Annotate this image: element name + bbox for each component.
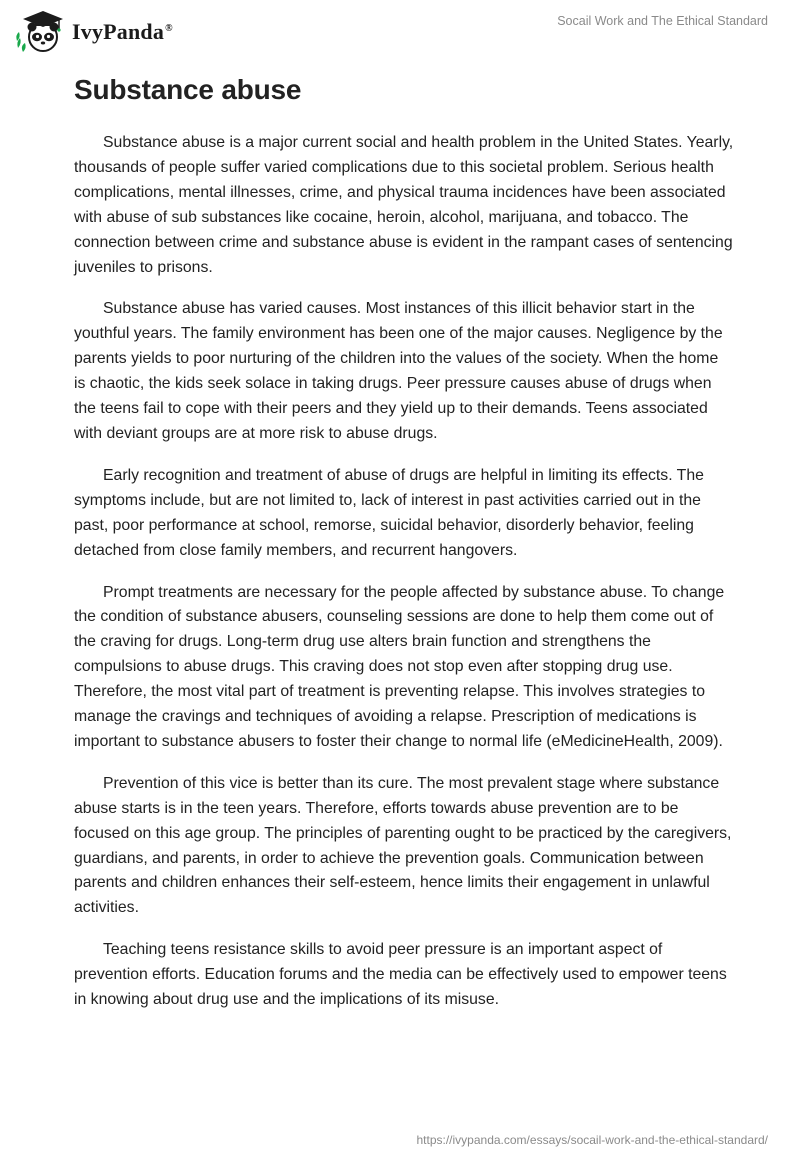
- paragraph-5: Prevention of this vice is better than its cure. The most prevalent stage where substance abuse starts is in the teen years. Therefore, efforts towards abuse prevention are to be focused on this age group. The principles of parenting ought to be practiced by the caregivers, guardians, and parents, in order to achieve the prevention goals. Communication between parents and children enhances their self-esteem, hence limits their engagement in unlawful activities.: [74, 774, 732, 917]
- paragraph-2: Substance abuse has varied causes. Most instances of this illicit behavior start in the youthful years. The family environment has been one of the major causes. Negligence by the parents yields to poor nurturing of the children into the values of the society. When the home is chaotic, the kids seek solace in taking drugs. Peer pressure causes abuse of drugs when the teens fail to cope with their peers and they yield up to their demands. Teens associated with deviant groups are at more risk to abuse drugs.: [74, 300, 723, 442]
- page-header: [0, 0, 800, 70]
- panda-graduation-cap-icon: [14, 8, 66, 54]
- paragraph-4: Prompt treatments are necessary for the people affected by substance abuse. To change the condition of substance abusers, counseling sessions are done to help them come out of the craving for drugs. Long-term drug use alters brain function and strengthens the compulsions to abuse drugs. This craving does not stop even after stopping drug use. Therefore, the most vital part of treatment is preventing relapse. This involves strategies to manage the cravings and techniques of avoiding a relapse. Prescription of medications is important to substance abusers to foster their change to normal life (eMedicineHealth, 2009).: [74, 583, 725, 750]
- paragraph-1: Substance abuse is a major current social and health problem in the United States. Yearly, thousands of people suffer varied complications due to this societal problem. Serious health complications, mental illnesses, crime, and physical trauma incidences have been associated with abuse of sub substances like cocaine, heroin, alcohol, marijuana, and tobacco. The connection between crime and substance abuse is evident in the rampant cases of sentencing juveniles to prisons.: [74, 134, 734, 276]
- paragraph-3: Early recognition and treatment of abuse of drugs are helpful in limiting its effects. The symptoms include, but are not limited to, lack of interest in past activities carried out in the past, poor performance at school, remorse, suicidal behavior, disorderly behavior, feeling detached from close family members, and recurrent hangovers.: [74, 466, 704, 559]
- paragraph-6: Teaching teens resistance skills to avoid peer pressure is an important aspect of prevention efforts. Education forums and the media can be effectively used to empower teens in knowing about drug use and the implications of its misuse.: [74, 941, 727, 1009]
- section-heading: Substance abuse: [74, 74, 302, 105]
- article-body: [74, 74, 734, 1030]
- registered-mark: ®: [165, 22, 173, 34]
- brand-name: IvyPanda®: [72, 19, 173, 44]
- source-url-link[interactable]: https://ivypanda.com/essays/socail-work-and-the-ethical-standard/: [416, 1133, 768, 1147]
- ivypanda-logo[interactable]: [14, 8, 173, 54]
- document-title: Socail Work and The Ethical Standard: [557, 14, 768, 28]
